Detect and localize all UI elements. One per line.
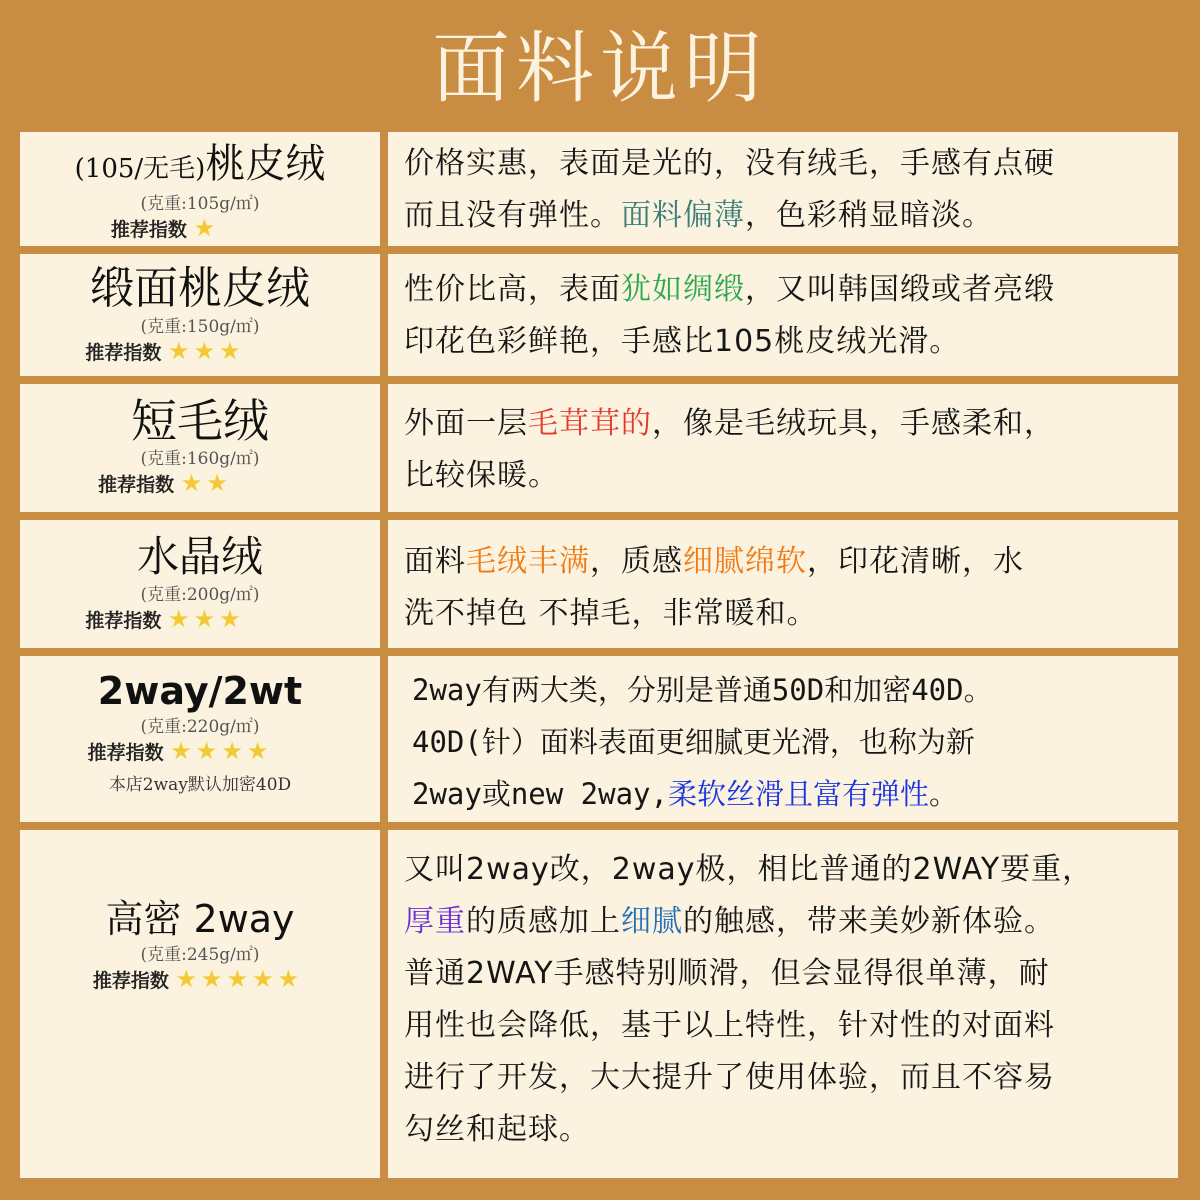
fabric-name: 2way/2wt	[97, 669, 303, 713]
recommend-index: 推荐指数 ★★★★★	[92, 965, 304, 993]
fabric-name-prefix: (105/无毛)	[74, 154, 206, 184]
fabric-desc-peach-skin: 价格实惠，表面是光的，没有绒毛，手感有点硬 而且没有弹性。面料偏薄，色彩稍显暗淡。	[388, 132, 1178, 246]
fabric-desc-short-plush: 外面一层毛茸茸的，像是毛绒玩具，手感柔和， 比较保暖。	[388, 384, 1178, 512]
fabric-name: 水晶绒	[136, 532, 263, 581]
recommend-index: 推荐指数 ★★★	[85, 337, 245, 365]
fabric-name: 短毛绒	[131, 394, 269, 448]
fabric-name: 高密 2way	[105, 897, 295, 941]
recommend-index: 推荐指数 ★★	[98, 469, 232, 497]
star-rating-icon: ★	[193, 214, 220, 242]
star-rating-icon: ★★	[180, 469, 232, 497]
fabric-weight: (克重:160g/㎡)	[140, 449, 260, 469]
recommend-index: 推荐指数 ★★★	[85, 605, 245, 633]
fabric-desc-high-density-2way: 又叫2way改，2way极，相比普通的2WAY要重， 厚重的质感加上细腻的触感，带来美妙新体验。 普通2WAY手感特别顺滑，但会显得很单薄，耐 用性也会降低，基于以上特性，针对性的对面料 进行了开发，大大提升了使用体验，而且不容易 勾丝和起球。	[388, 830, 1178, 1178]
fabric-desc-crystal-velvet: 面料毛绒丰满，质感细腻绵软，印花清晰，水 洗不掉色 不掉毛，非常暖和。	[388, 520, 1178, 648]
fabric-cell-satin-peach-skin	[20, 254, 380, 376]
page-title: 面料说明	[431, 24, 768, 114]
star-rating-icon: ★★★★★	[175, 965, 304, 993]
fabric-desc-satin-peach-skin: 性价比高，表面犹如绸缎，又叫韩国缎或者亮缎 印花色彩鲜艳，手感比105桃皮绒光滑。	[388, 254, 1178, 376]
fabric-name: (105/无毛)桃皮绒	[74, 141, 326, 187]
fabric-name: 缎面桃皮绒	[90, 263, 310, 314]
fabric-cell-2way	[20, 656, 380, 822]
star-rating-icon: ★★★	[168, 605, 245, 633]
fabric-desc-2way: 2way有两大类，分别是普通50D和加密40D。 40D(针）面料表面更细腻更光滑，也称为新 2way或new 2way,柔软丝滑且富有弹性。	[388, 656, 1178, 822]
fabric-weight: (克重:220g/㎡)	[140, 717, 260, 737]
fabric-weight: (克重:105g/㎡)	[140, 194, 260, 214]
star-rating-icon: ★★★★	[170, 737, 273, 765]
fabric-weight: (克重:245g/㎡)	[140, 945, 260, 965]
fabric-cell-crystal-velvet	[20, 520, 380, 648]
store-note: 本店2way默认加密40D	[108, 775, 292, 795]
recommend-index: 推荐指数 ★★★★	[87, 737, 273, 765]
fabric-cell-short-plush	[20, 384, 380, 512]
fabric-weight: (克重:150g/㎡)	[140, 317, 260, 337]
fabric-cell-peach-skin	[20, 132, 380, 246]
fabric-weight: (克重:200g/㎡)	[140, 585, 260, 605]
recommend-index: 推荐指数 ★	[110, 214, 220, 242]
fabric-cell-high-density-2way	[20, 830, 380, 1178]
star-rating-icon: ★★★	[168, 337, 245, 365]
